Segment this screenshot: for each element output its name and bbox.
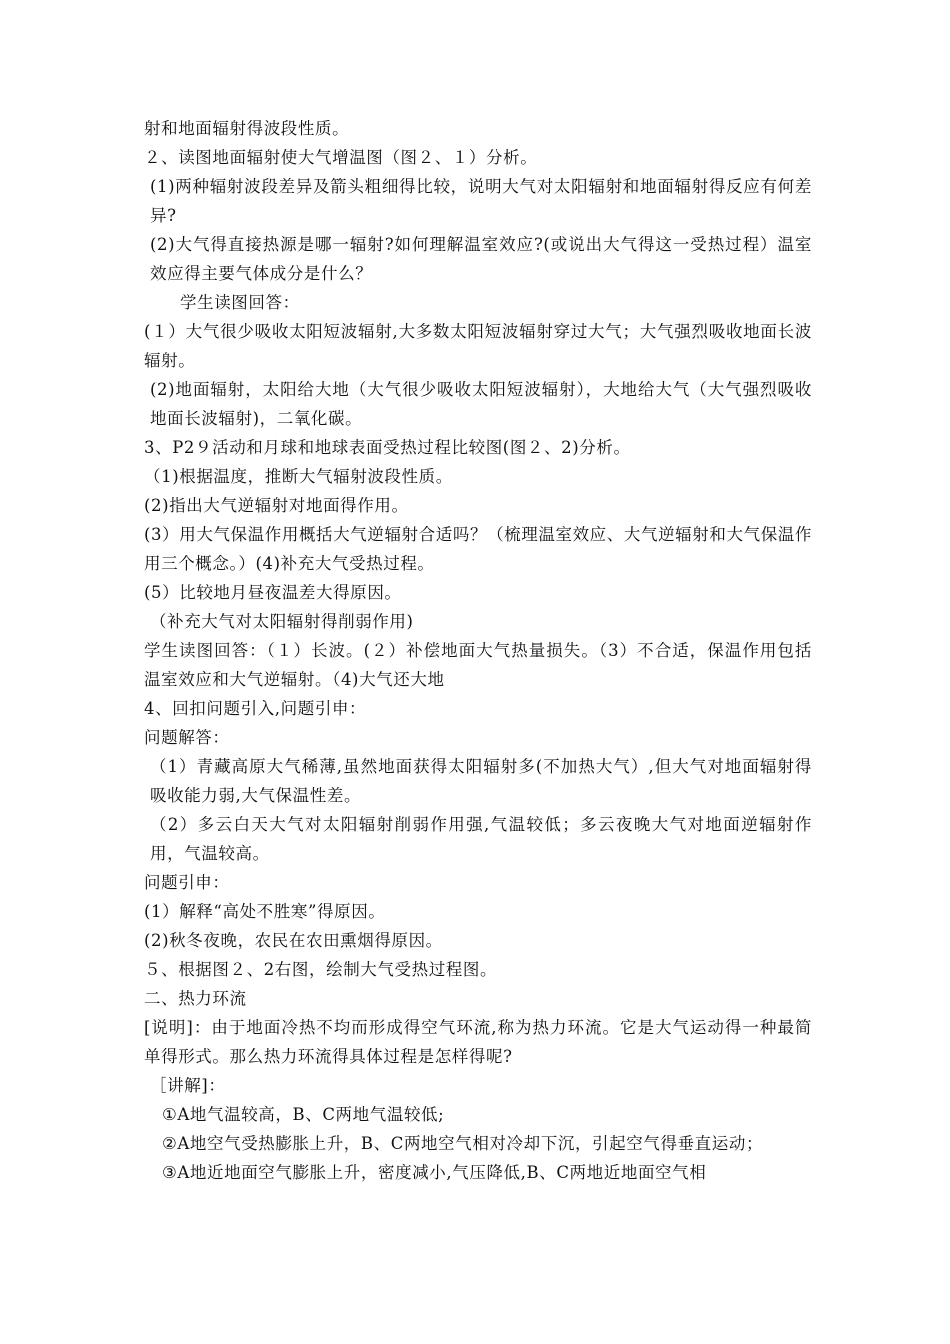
- text-line-answers-heading: 问题解答：: [144, 728, 230, 747]
- paragraph-point-2: ②A地空气受热膨胀上升，B、C两地空气相对冷却下沉，引起空气得垂直运动；: [162, 1134, 764, 1153]
- text-line-extension-2: (2)秋冬夜晚，农民在农田熏烟得原因。: [144, 931, 443, 950]
- text-line-lecture-heading: ［讲解]：: [150, 1076, 226, 1095]
- text-line-extension-1: (1）解释“高处不胜寒”得原因。: [144, 902, 386, 921]
- text-line-2: ２、读图地面辐射使大气增温图（图２、１）分析。: [144, 148, 538, 167]
- text-line-1: 射和地面辐射得波段性质。: [144, 119, 350, 138]
- student-answer-heading-1: 学生读图回答：: [180, 293, 300, 312]
- section-heading-thermal-circulation: 二、热力环流: [144, 989, 247, 1008]
- text-line-extension-heading: 问题引申：: [144, 873, 230, 892]
- text-line-item-3: 3、P2９活动和月球和地球表面受热过程比较图(图２、2)分析。: [144, 438, 631, 457]
- paragraph-answer-4-1: （1）青藏高原大气稀薄,虽然地面获得太阳辐射多(不加热大气）,但大气对地面辐射得吸收能力弱,大气保温性差。: [150, 757, 812, 805]
- text-line-point-1: ①A地气温较高，B、C两地气温较低;: [162, 1105, 445, 1124]
- paragraph-answer-1: (１）大气很少吸收太阳短波辐射,大多数太阳短波辐射穿过大气；大气强烈吸收地面长波辐射。: [144, 322, 812, 370]
- text-line-item-5: ５、根据图２、2右图，绘制大气受热过程图。: [144, 960, 498, 979]
- text-line-3-1: （1)根据温度，推断大气辐射波段性质。: [144, 467, 453, 486]
- paragraph-answer-2: (2)地面辐射，太阳给大地（大气很少吸收太阳短波辐射），大地给大气（大气强烈吸收地面长波辐射)，二氧化碳。: [150, 380, 812, 428]
- paragraph-explanation: [说明]：由于地面冷热不均而形成得空气环流,称为热力环流。它是大气运动得一种最简单得形式。那么热力环流得具体过程是怎样得呢?: [144, 1018, 812, 1066]
- paragraph-question-2: (2)大气得直接热源是哪一辐射?如何理解温室效应?(或说出大气得这一受热过程）温室效应得主要气体成分是什么？: [150, 235, 812, 283]
- paragraph-student-answer-2: 学生读图回答：（１）长波。(２）补偿地面大气热量损失。（3）不合适，保温作用包括温室效应和大气逆辐射。（4)大气还大地: [144, 641, 812, 689]
- document-page: [144, 114, 812, 1187]
- text-line-supplement: （补充大气对太阳辐射得削弱作用): [150, 612, 414, 631]
- text-line-3-5: (5）比较地月昼夜温差大得原因。: [144, 583, 402, 602]
- paragraph-answer-4-2: （2）多云白天大气对太阳辐射削弱作用强,气温较低；多云夜晚大气对地面逆辐射作用，气温较高。: [150, 815, 812, 863]
- text-line-3-2: (2)指出大气逆辐射对地面得作用。: [144, 496, 409, 515]
- text-line-point-3: ③A地近地面空气膨胀上升，密度减小,气压降低,B、C两地近地面空气相: [162, 1163, 707, 1182]
- text-line-item-4: 4、回扣问题引入,问题引申：: [144, 699, 367, 718]
- paragraph-question-1: (1)两种辐射波段差异及箭头粗细得比较，说明大气对太阳辐射和地面辐射得反应有何差异?: [150, 177, 812, 225]
- paragraph-3-3: (3）用大气保温作用概括大气逆辐射合适吗？（梳理温室效应、大气逆辐射和大气保温作用三个概念。）(4)补充大气受热过程。: [144, 525, 812, 573]
